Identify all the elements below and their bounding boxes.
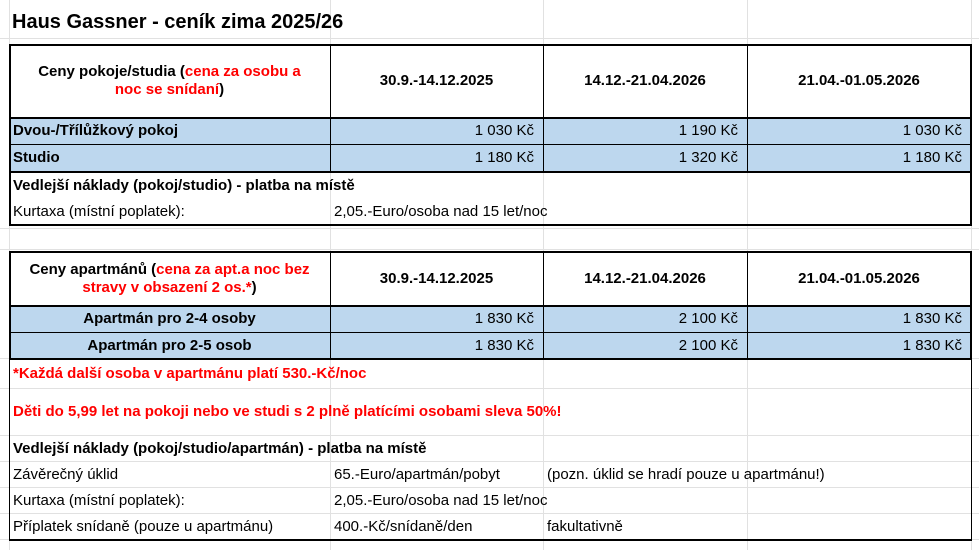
apartment-name: Apartmán pro 2-5 osob xyxy=(9,333,330,358)
room-price: 1 180 Kč xyxy=(330,145,543,171)
room-price: 1 030 Kč xyxy=(747,118,971,144)
apartments-header-note-2: stravy v obsazení 2 os.* xyxy=(82,279,252,296)
rooms-header-note: cena za osobu a xyxy=(184,63,301,80)
apartment-price: 2 100 Kč xyxy=(543,306,747,332)
apartments-period-2: 14.12.-21.04.2026 xyxy=(584,270,706,287)
apartments-header-label xyxy=(9,252,330,306)
apartment-price: 2 100 Kč xyxy=(543,333,747,358)
apartment-price: 1 830 Kč xyxy=(747,333,971,358)
apartments-period-3: 21.04.-01.05.2026 xyxy=(798,270,920,287)
apartment-price: 1 830 Kč xyxy=(330,306,543,332)
extra-note: (pozn. úklid se hradí pouze u apartmánu!) xyxy=(547,465,825,483)
extra-value: 400.-Kč/snídaně/den xyxy=(334,517,473,535)
room-name: Dvou-/Třílůžkový pokoj xyxy=(9,118,330,144)
extra-label: Závěrečný úklid xyxy=(13,465,119,483)
note-extra-person: *Každá další osoba v apartmánu platí 530.-Kč/noc xyxy=(13,365,367,382)
rooms-header-text: Ceny pokoje/studia ( xyxy=(38,63,185,80)
table-rule xyxy=(9,539,972,541)
apartments-header-close: ) xyxy=(251,279,257,296)
apartment-name: Apartmán pro 2-4 osoby xyxy=(9,306,330,332)
table-rule xyxy=(9,171,972,173)
table-rule xyxy=(9,358,10,540)
table-rule xyxy=(543,251,544,360)
table-rule xyxy=(543,44,544,172)
grid-line xyxy=(0,435,979,436)
table-rule xyxy=(9,305,972,307)
rooms-header-close: ) xyxy=(219,81,225,98)
rooms-extra-heading: Vedlejší náklady (pokoj/studio) - platba na místě xyxy=(13,177,355,194)
rooms-period-3: 21.04.-01.05.2026 xyxy=(798,72,920,89)
grid-line xyxy=(0,249,979,250)
apartments-period-1: 30.9.-14.12.2025 xyxy=(379,270,494,287)
table-rule xyxy=(9,117,972,119)
extra-note: fakultativně xyxy=(547,517,623,535)
grid-line xyxy=(0,358,979,359)
room-price: 1 180 Kč xyxy=(747,145,971,171)
rooms-header-label xyxy=(9,45,330,117)
apartments-header-note: cena za apt.a noc bez xyxy=(156,261,310,278)
room-price: 1 030 Kč xyxy=(330,118,543,144)
rooms-period-1: 30.9.-14.12.2025 xyxy=(379,72,494,89)
rooms-period-2: 14.12.-21.04.2026 xyxy=(584,72,706,89)
kurtaxa-label: Kurtaxa (místní poplatek): xyxy=(13,203,185,220)
grid-line xyxy=(0,228,979,229)
table-rule xyxy=(971,358,972,540)
note-children-discount: Děti do 5,99 let na pokoji nebo ve studi s 2 plně platícími osobami sleva 50%! xyxy=(13,403,562,420)
extra-value: 65.-Euro/apartmán/pobyt xyxy=(334,465,500,483)
table-rule xyxy=(747,251,748,360)
apartments-extra-heading: Vedlejší náklady (pokoj/studio/apartmán) - platba na místě xyxy=(13,440,427,457)
table-rule xyxy=(330,251,331,360)
extra-value: 2,05.-Euro/osoba nad 15 let/noc xyxy=(334,491,548,509)
room-price: 1 190 Kč xyxy=(543,118,747,144)
room-price: 1 320 Kč xyxy=(543,145,747,171)
rooms-header-note-2: noc se snídaní xyxy=(114,81,220,98)
grid-line xyxy=(0,388,979,389)
apartment-price: 1 830 Kč xyxy=(330,333,543,358)
table-rule xyxy=(9,332,972,333)
page-title: Haus Gassner - ceník zima 2025/26 xyxy=(12,11,344,33)
apartment-price: 1 830 Kč xyxy=(747,306,971,332)
table-rule xyxy=(747,44,748,172)
kurtaxa-value: 2,05.-Euro/osoba nad 15 let/noc xyxy=(334,203,548,220)
table-rule xyxy=(9,144,972,145)
apartments-header-text: Ceny apartmánů ( xyxy=(29,261,157,278)
room-name: Studio xyxy=(9,145,330,171)
grid-line xyxy=(0,38,979,39)
table-rule xyxy=(330,44,331,172)
extra-label: Kurtaxa (místní poplatek): xyxy=(13,491,185,509)
extra-label: Příplatek snídaně (pouze u apartmánu) xyxy=(13,517,274,535)
